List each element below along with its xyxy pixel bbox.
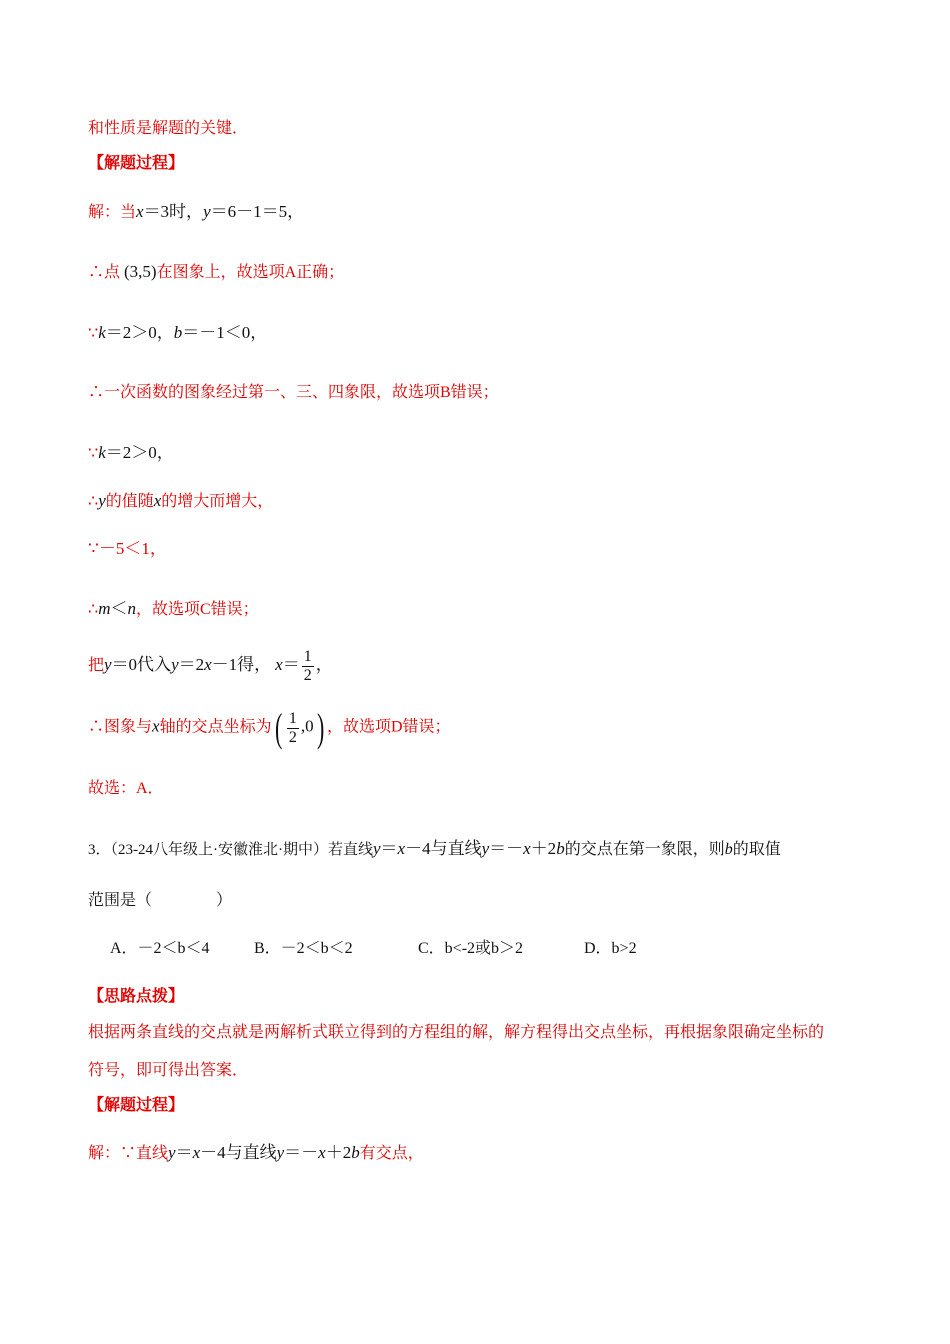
math: ＝ (282, 655, 300, 675)
heading: 【解题过程】 (88, 155, 185, 172)
fraction-denominator: 2 (288, 728, 297, 746)
math: ＝3时， (143, 202, 204, 221)
math-var: k (98, 443, 106, 462)
section-heading-hint (88, 986, 184, 1008)
option-text: A．－2＜b＜4 (110, 940, 210, 957)
text: 轴的交点坐标为 (159, 718, 272, 736)
text: ，故选项D错误； (326, 718, 451, 736)
text-line (88, 538, 167, 561)
text-line (88, 201, 304, 224)
math: －4与直线 (200, 1143, 277, 1162)
math: ＝2＞0， (105, 323, 174, 342)
math: ＝－ (489, 839, 524, 858)
math-var: x (136, 202, 144, 221)
math: ＋2 (325, 1143, 352, 1162)
math-var: x (204, 655, 212, 675)
fraction (287, 710, 299, 747)
section-heading-solution (88, 1095, 184, 1117)
text-line (88, 1142, 424, 1165)
math: ∵－5＜1， (88, 539, 167, 558)
fraction-numerator: 1 (288, 709, 297, 727)
text: 3．（23-24八年级上·安徽淮北·期中）若直线 (88, 842, 373, 858)
text: 的增大而增大， (161, 493, 274, 510)
math-var: x (397, 839, 406, 858)
math: ＝－ (284, 1143, 319, 1162)
text-line (88, 1060, 248, 1082)
text-line (88, 778, 164, 800)
text-line (88, 1022, 824, 1044)
text: ∴一次函数的图象经过第一、三、四象限，故选项B错误； (88, 384, 499, 401)
question-3-stem-cont (88, 890, 232, 912)
text: 解：∵直线 (88, 1145, 169, 1162)
option-text: D．b>2 (584, 940, 637, 957)
math-var: x (153, 491, 162, 510)
heading: 【思路点拨】 (88, 988, 185, 1005)
text-line (88, 322, 267, 345)
math: ＝－1＜0， (182, 323, 268, 342)
text: 把 (88, 657, 105, 675)
text: 有交点， (359, 1145, 424, 1162)
option-text: C．b<-2或b＞2 (418, 940, 524, 957)
math: ＝ (175, 1143, 193, 1162)
text: 和性质是解题的关键． (88, 120, 249, 137)
math-var: y (276, 1143, 285, 1162)
option-a (110, 938, 210, 960)
text: 的取值 (732, 841, 781, 858)
text: 范围是（ ） (88, 892, 233, 909)
text: 解：当 (88, 204, 137, 221)
text: ∴ (88, 493, 99, 510)
fraction-denominator: 2 (303, 667, 312, 684)
text: 的交点在第一象限，则 (564, 841, 725, 858)
math-var: y (104, 655, 112, 675)
text: ∴点 (88, 264, 121, 281)
option-d (584, 938, 637, 960)
math: ,0 (300, 716, 314, 736)
text: 的值随 (105, 493, 154, 510)
math-var: x (192, 1143, 201, 1162)
text: 在图象上，故选项A正确； (156, 264, 345, 281)
math-var: x (318, 1143, 326, 1162)
math: ＝6－1＝5， (210, 202, 305, 221)
math-var: x (523, 839, 531, 858)
math: ＜ (110, 599, 128, 618)
math-var: y (481, 839, 490, 858)
math-var: b (173, 323, 183, 342)
heading: 【解题过程】 (88, 1097, 185, 1114)
math-var: b (556, 839, 565, 858)
math: ＋2 (530, 839, 557, 858)
math-var: y (98, 491, 106, 510)
text: 根据两条直线的交点就是两解析式联立得到的方程组的解，解方程得出交点坐标，再根据象限确定坐标的 (88, 1024, 825, 1041)
text: ∵ (88, 445, 99, 462)
math-var: m (98, 599, 111, 618)
text: 符号，即可得出答案． (88, 1062, 249, 1079)
text-line (88, 118, 248, 140)
text-line (88, 705, 451, 750)
math: (3,5) (124, 262, 157, 281)
section-heading-solution (88, 153, 184, 175)
text-line (88, 261, 344, 284)
question-3-stem (88, 838, 781, 861)
text: ∵ (88, 325, 99, 342)
math-var: x (152, 716, 160, 736)
fraction (302, 648, 314, 685)
math: ＝2 (178, 655, 205, 675)
text: 故选：A． (88, 780, 164, 797)
option-b (254, 938, 353, 960)
math: －4与直线 (405, 839, 482, 858)
math-var: y (168, 1143, 176, 1162)
math-var: y (203, 202, 211, 221)
text-line (88, 490, 273, 513)
math-var: y (171, 655, 179, 675)
text-line (88, 598, 259, 621)
math: ， (315, 655, 333, 675)
math: ＝0代入 (111, 655, 172, 675)
text: ∴图象与 (88, 718, 153, 736)
math-var: n (127, 599, 136, 618)
math: ＝ (380, 839, 398, 858)
left-paren: ( (274, 705, 282, 750)
math-var: b (351, 1143, 360, 1162)
text-line (88, 382, 499, 404)
right-paren: ) (316, 705, 324, 750)
text-line (88, 648, 333, 685)
fraction-numerator: 1 (303, 648, 312, 665)
option-c (418, 938, 523, 960)
math: ＝2＞0， (105, 443, 174, 462)
math-var: k (98, 323, 106, 342)
math-var: b (724, 841, 733, 858)
text: ，故选项C错误； (135, 601, 259, 618)
math-var: y (373, 839, 381, 858)
option-text: B．－2＜b＜2 (254, 940, 353, 957)
text-line (88, 442, 174, 465)
text: ∴ (88, 601, 99, 618)
math-var: x (275, 655, 283, 675)
math: －1得， (211, 655, 272, 675)
